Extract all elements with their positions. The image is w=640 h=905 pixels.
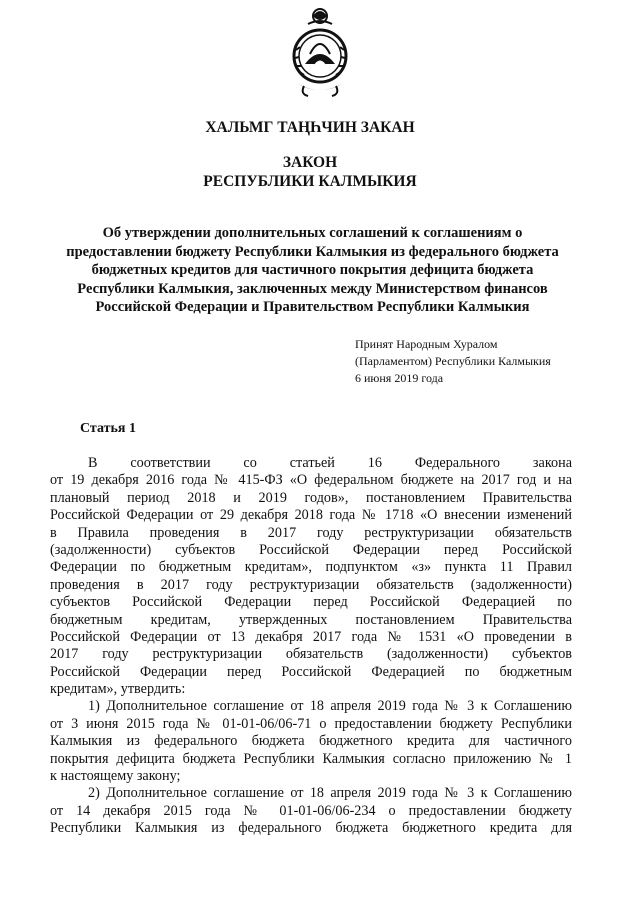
body-line: 2) Дополнительное соглашение от 18 апреля 2019 года № 3 к Соглашению — [88, 785, 572, 802]
body-line: Российской Федерации перед Российской Федерацией по бюджетным — [50, 663, 572, 680]
law-title-line: предоставлении бюджету Республики Калмыкия из федерального бюджета — [66, 243, 559, 260]
adoption-line: Принят Народным Хуралом — [355, 337, 498, 351]
kalmyk-law-title: ХАЛЬМГ ТАҢҺЧИН ЗАКАН — [205, 119, 415, 136]
body-line: Республики Калмыкия из федерального бюджета бюджетного кредита для — [50, 820, 572, 837]
body-line: бюджетным кредитам, утвержденных постановлением Правительства — [50, 611, 572, 628]
law-title-line: Российской Федерации и Правительством Республики Калмыкия — [95, 299, 530, 315]
body-line: Калмыкия из федерального бюджета бюджетного кредита для частичного — [50, 733, 572, 750]
body-line: от 14 декабря 2015 года № 01-01-06/06-234 о предоставлении бюджету — [50, 802, 572, 819]
adoption-date: 6 июня 2019 года — [355, 371, 444, 385]
body-line: субъектов Российской Федерации перед Российской Федерацией по — [50, 594, 572, 611]
law-heading: ЗАКОН — [282, 154, 338, 171]
adoption-line: (Парламентом) Республики Калмыкия — [355, 354, 551, 368]
republic-heading: РЕСПУБЛИКИ КАЛМЫКИЯ — [203, 173, 417, 190]
body-line: покрытия дефицита бюджета Республики Калмыкия согласно приложению № 1 — [50, 750, 572, 767]
law-title-line: Об утверждении дополнительных соглашений к соглашениям о — [102, 225, 523, 241]
body-line: Федерации по бюджетным кредитам», подпунктом «з» пункта 11 Правил — [50, 559, 572, 576]
law-title-line: Республики Калмыкия, заключенных между Министерством финансов — [77, 280, 548, 297]
article-body — [50, 455, 572, 838]
body-line: 2017 году реструктуризации обязательств (задолженности) субъектов — [50, 646, 572, 663]
body-line: В соответствии со статьей 16 Федерального закона — [88, 455, 572, 471]
body-line: Российской Федерации от 13 декабря 2017 года № 1531 «О проведении в — [50, 628, 572, 645]
body-line: (задолженности) субъектов Российской Федерации перед Российской — [50, 541, 572, 558]
body-line: 1) Дополнительное соглашение от 18 апреля 2019 года № 3 к Соглашению — [88, 698, 572, 715]
law-title — [40, 224, 585, 317]
body-line: от 19 декабря 2016 года № 415-ФЗ «О федеральном бюджете на 2017 год и на — [50, 472, 572, 489]
body-line: проведения в 2017 году реструктуризации обязательств (задолженности) — [50, 576, 572, 593]
article-heading: Статья 1 — [80, 421, 136, 436]
body-line: от 3 июня 2015 года № 01-01-06/06-71 о предоставлении бюджету Республики — [50, 715, 572, 732]
adoption-note — [355, 336, 551, 387]
body-line: в Правила проведения в 2017 году реструктуризации обязательств — [50, 524, 572, 541]
body-line: кредитам», утвердить: — [50, 681, 186, 698]
republic-emblem — [288, 4, 352, 100]
body-line: плановый период 2018 и 2019 годов», постановлением Правительства — [50, 489, 572, 506]
body-line: к настоящему закону; — [50, 768, 181, 785]
body-line: Российской Федерации от 29 декабря 2018 года № 1718 «О внесении изменений — [50, 507, 572, 524]
law-title-line: бюджетных кредитов для частичного покрытия дефицита бюджета — [91, 262, 534, 278]
